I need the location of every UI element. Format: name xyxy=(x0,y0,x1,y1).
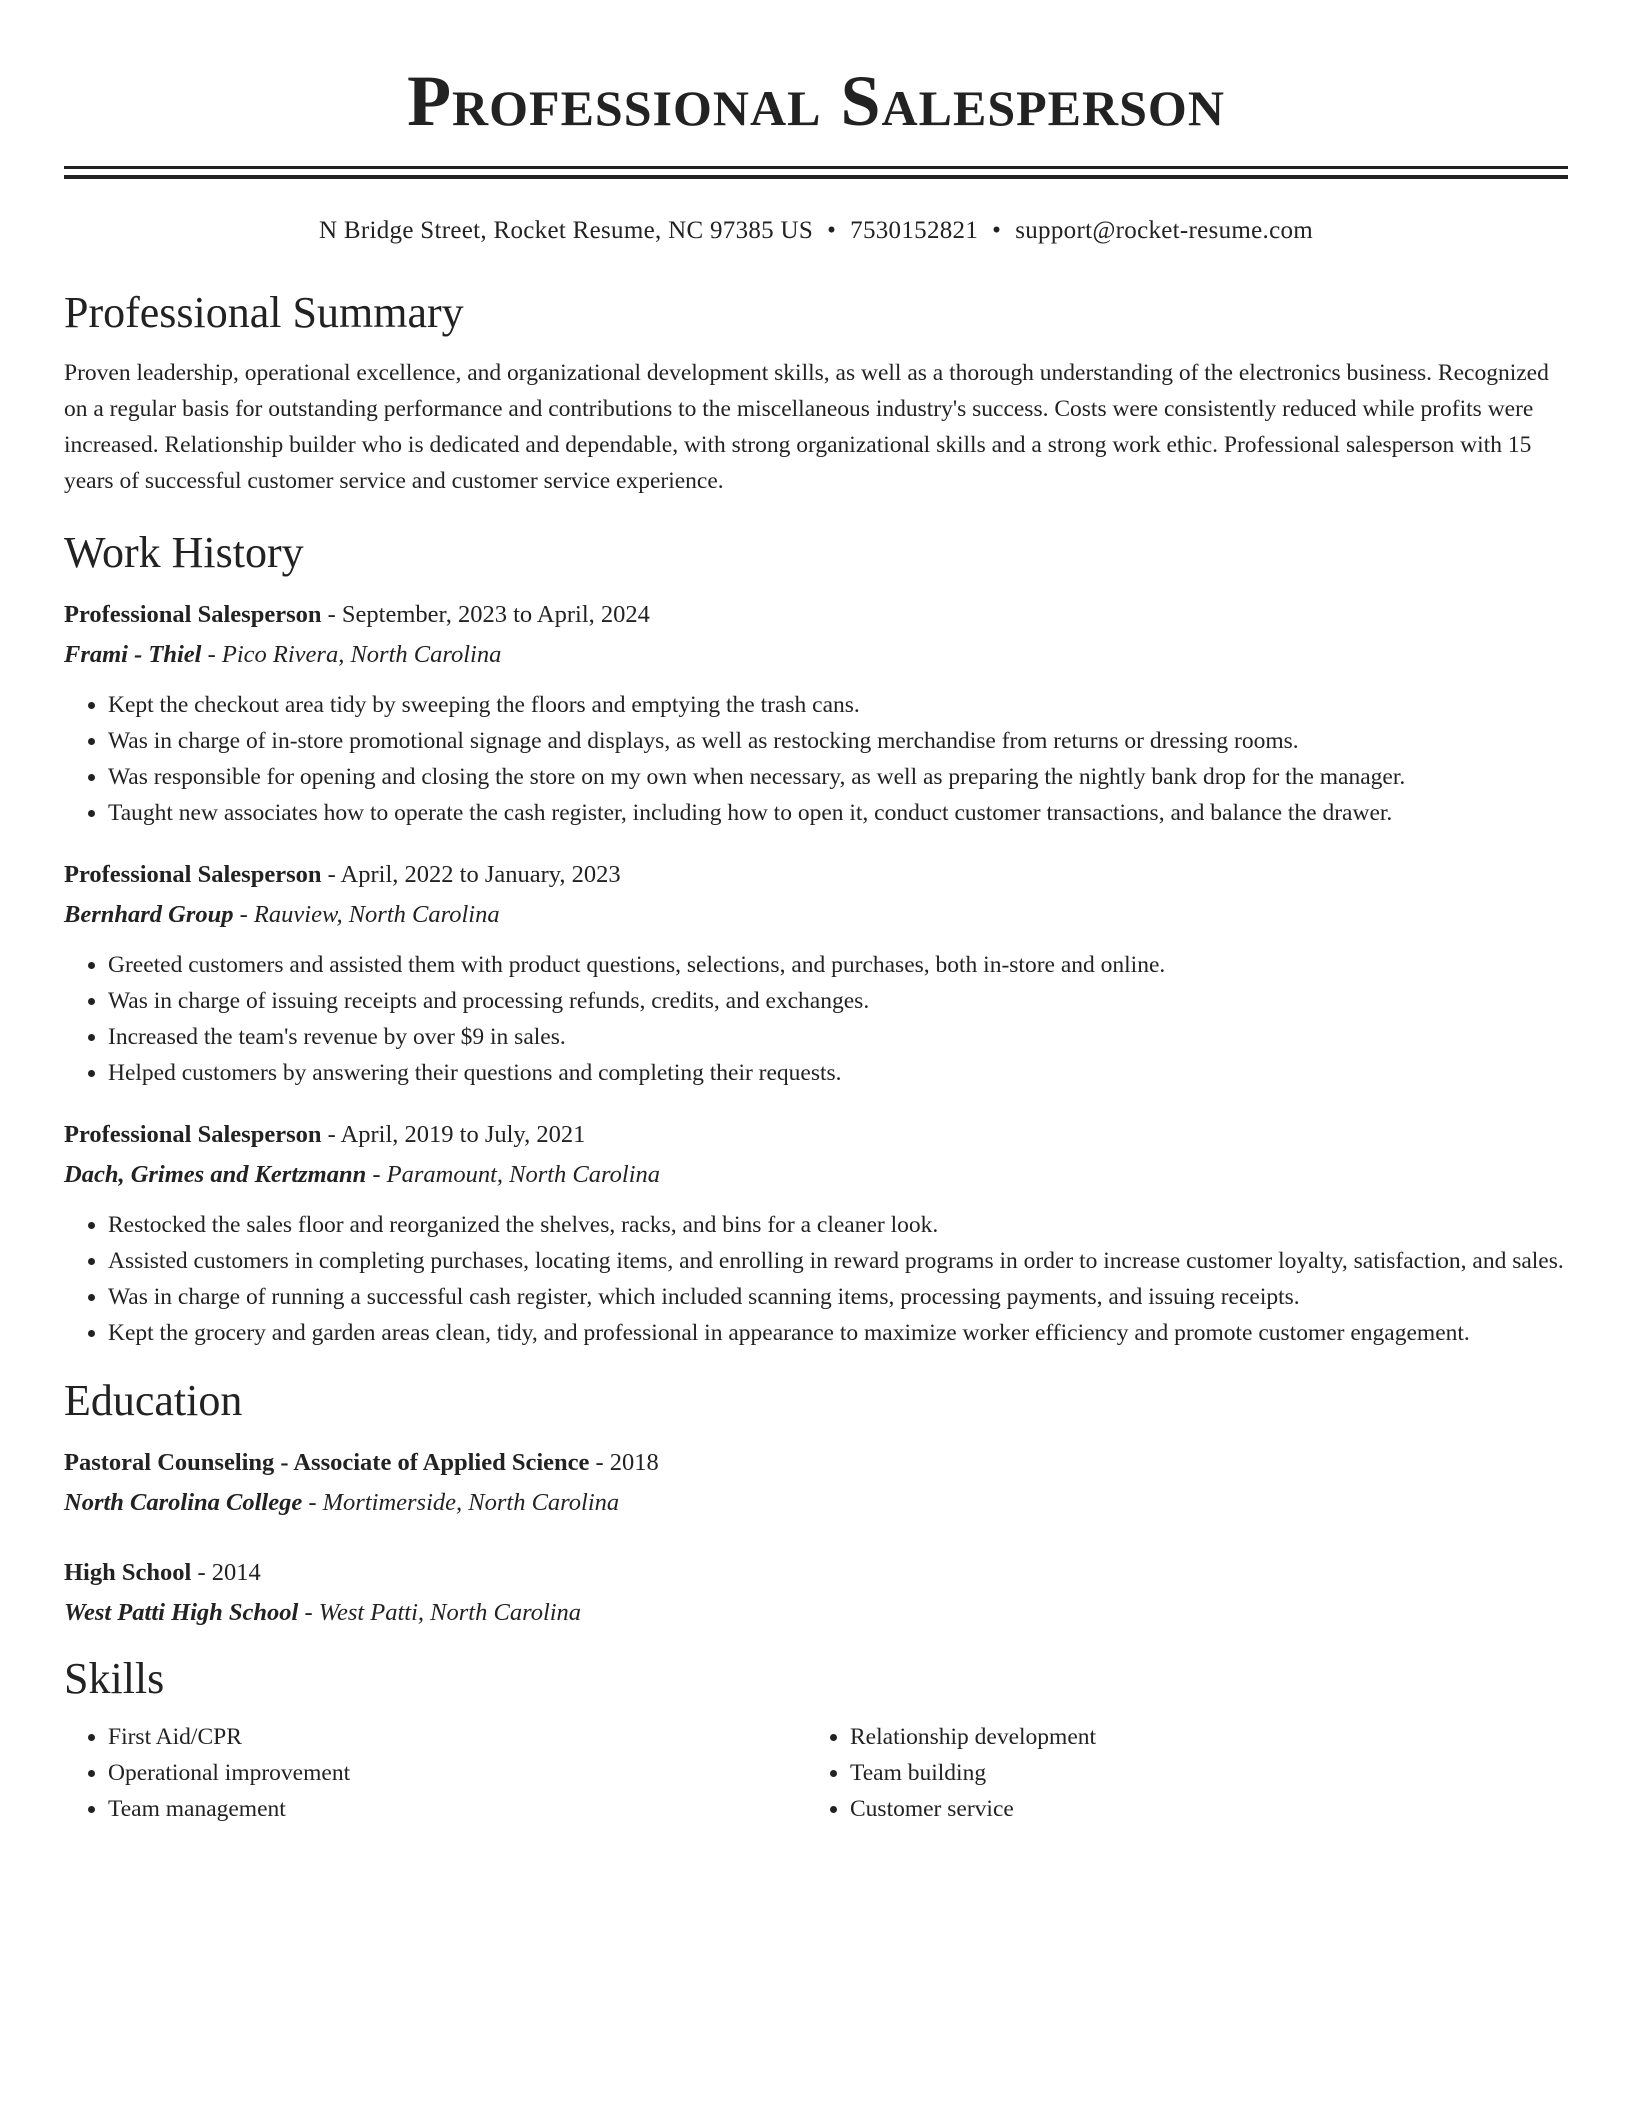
work-history-heading: Work History xyxy=(64,528,304,577)
list-item: • Taught new associates how to operate the cash register, including how to open it, conduct customer transactions, and balance the drawer. xyxy=(108,795,1568,831)
contact-email: support@rocket-resume.com xyxy=(1015,217,1314,244)
education-entry xyxy=(64,1443,1568,1523)
contact-phone: 7530152821 xyxy=(850,217,979,244)
education-heading: Education xyxy=(64,1376,243,1425)
list-item: • Was in charge of running a successful cash register, which included scanning items, processing payments, and issuing receipts. xyxy=(108,1279,1568,1315)
job-company-line xyxy=(64,635,1568,675)
education-degree-line xyxy=(64,1553,1568,1593)
education-entry xyxy=(64,1553,1568,1633)
job-dates: - September, 2023 to April, 2024 xyxy=(321,601,650,628)
skills-column-right xyxy=(806,1719,1548,1827)
job-company: Bernhard Group xyxy=(64,901,234,928)
job-location: - Rauview, North Carolina xyxy=(233,901,500,928)
list-item: • Kept the grocery and garden areas clean, tidy, and professional in appearance to maximize worker efficiency and promote customer engagement. xyxy=(108,1315,1568,1351)
contact-separator: • xyxy=(827,217,837,244)
job-entry xyxy=(64,855,1568,1091)
job-bullets xyxy=(64,687,1568,831)
list-item: • Increased the team's revenue by over $9 in sales. xyxy=(108,1019,1568,1055)
job-title-line xyxy=(64,1115,1568,1155)
list-item: • Greeted customers and assisted them with product questions, selections, and purchases, both in-store and online. xyxy=(108,947,1568,983)
job-role: Professional Salesperson xyxy=(64,1121,322,1148)
skill-item: • First Aid/CPR xyxy=(108,1719,806,1755)
education-location: - Mortimerside, North Carolina xyxy=(302,1489,620,1516)
job-role: Professional Salesperson xyxy=(64,601,322,628)
list-item: • Restocked the sales floor and reorganized the shelves, racks, and bins for a cleaner look. xyxy=(108,1207,1568,1243)
header-divider-top xyxy=(64,166,1568,169)
job-dates: - April, 2019 to July, 2021 xyxy=(321,1121,586,1148)
education-year: - 2018 xyxy=(589,1449,659,1476)
skill-item: • Operational improvement xyxy=(108,1755,806,1791)
contact-address: N Bridge Street, Rocket Resume, NC 97385 US xyxy=(318,217,814,244)
list-item: • Was responsible for opening and closing the store on my own when necessary, as well as preparing the nightly bank drop for the manager. xyxy=(108,759,1568,795)
list-item: • Helped customers by answering their questions and completing their requests. xyxy=(108,1055,1568,1091)
list-item: • Was in charge of in-store promotional signage and displays, as well as restocking merchandise from returns or dressing rooms. xyxy=(108,723,1568,759)
job-title-line xyxy=(64,595,1568,635)
job-company-line xyxy=(64,1155,1568,1195)
job-location: - Pico Rivera, North Carolina xyxy=(201,641,502,668)
skills-grid xyxy=(64,1719,1568,1827)
education-school: West Patti High School xyxy=(64,1599,299,1626)
job-entry xyxy=(64,1115,1568,1351)
job-company: Frami - Thiel xyxy=(64,641,202,668)
job-location: - Paramount, North Carolina xyxy=(366,1161,661,1188)
job-bullets xyxy=(64,947,1568,1091)
list-item: • Was in charge of issuing receipts and processing refunds, credits, and exchanges. xyxy=(108,983,1568,1019)
skill-item: • Customer service xyxy=(850,1791,1548,1827)
skill-item: • Team management xyxy=(108,1791,806,1827)
skills-column-left xyxy=(64,1719,806,1827)
list-item: • Assisted customers in completing purchases, locating items, and enrolling in reward programs in order to increase customer loyalty, satisfaction, and sales. xyxy=(108,1243,1568,1279)
job-dates: - April, 2022 to January, 2023 xyxy=(321,861,621,888)
header-divider-bottom xyxy=(64,175,1568,179)
job-role: Professional Salesperson xyxy=(64,861,322,888)
skills-heading: Skills xyxy=(64,1654,165,1703)
page-title: Professional Salesperson xyxy=(407,61,1225,141)
job-company-line xyxy=(64,895,1568,935)
job-bullets xyxy=(64,1207,1568,1351)
summary-heading: Professional Summary xyxy=(64,288,464,337)
contact-line xyxy=(64,215,1568,247)
job-company: Dach, Grimes and Kertzmann xyxy=(64,1161,367,1188)
job-title-line xyxy=(64,855,1568,895)
education-school: North Carolina College xyxy=(64,1489,303,1516)
education-year: - 2014 xyxy=(191,1559,261,1586)
education-school-line xyxy=(64,1593,1568,1633)
education-school-line xyxy=(64,1483,1568,1523)
list-item: • Kept the checkout area tidy by sweeping the floors and emptying the trash cans. xyxy=(108,687,1568,723)
summary-text: Proven leadership, operational excellence, and organizational development skills, as well as a thorough understanding of the electronics business. Recognized on a regular basis for outstanding performance and contributions to the miscellaneous industry's success. Costs were consistently reduced while profits were increased. Relationship builder who is dedicated and dependable, with strong organizational skills and a strong work ethic. Professional salesperson with 15 years of successful customer service and customer service experience. xyxy=(64,360,1549,494)
education-degree-line xyxy=(64,1443,1568,1483)
education-degree: High School xyxy=(64,1559,192,1586)
skill-item: • Team building xyxy=(850,1755,1548,1791)
job-entry xyxy=(64,595,1568,831)
contact-separator: • xyxy=(992,217,1002,244)
education-degree: Pastoral Counseling - Associate of Applied Science xyxy=(64,1449,590,1476)
education-location: - West Patti, North Carolina xyxy=(298,1599,582,1626)
skill-item: • Relationship development xyxy=(850,1719,1548,1755)
